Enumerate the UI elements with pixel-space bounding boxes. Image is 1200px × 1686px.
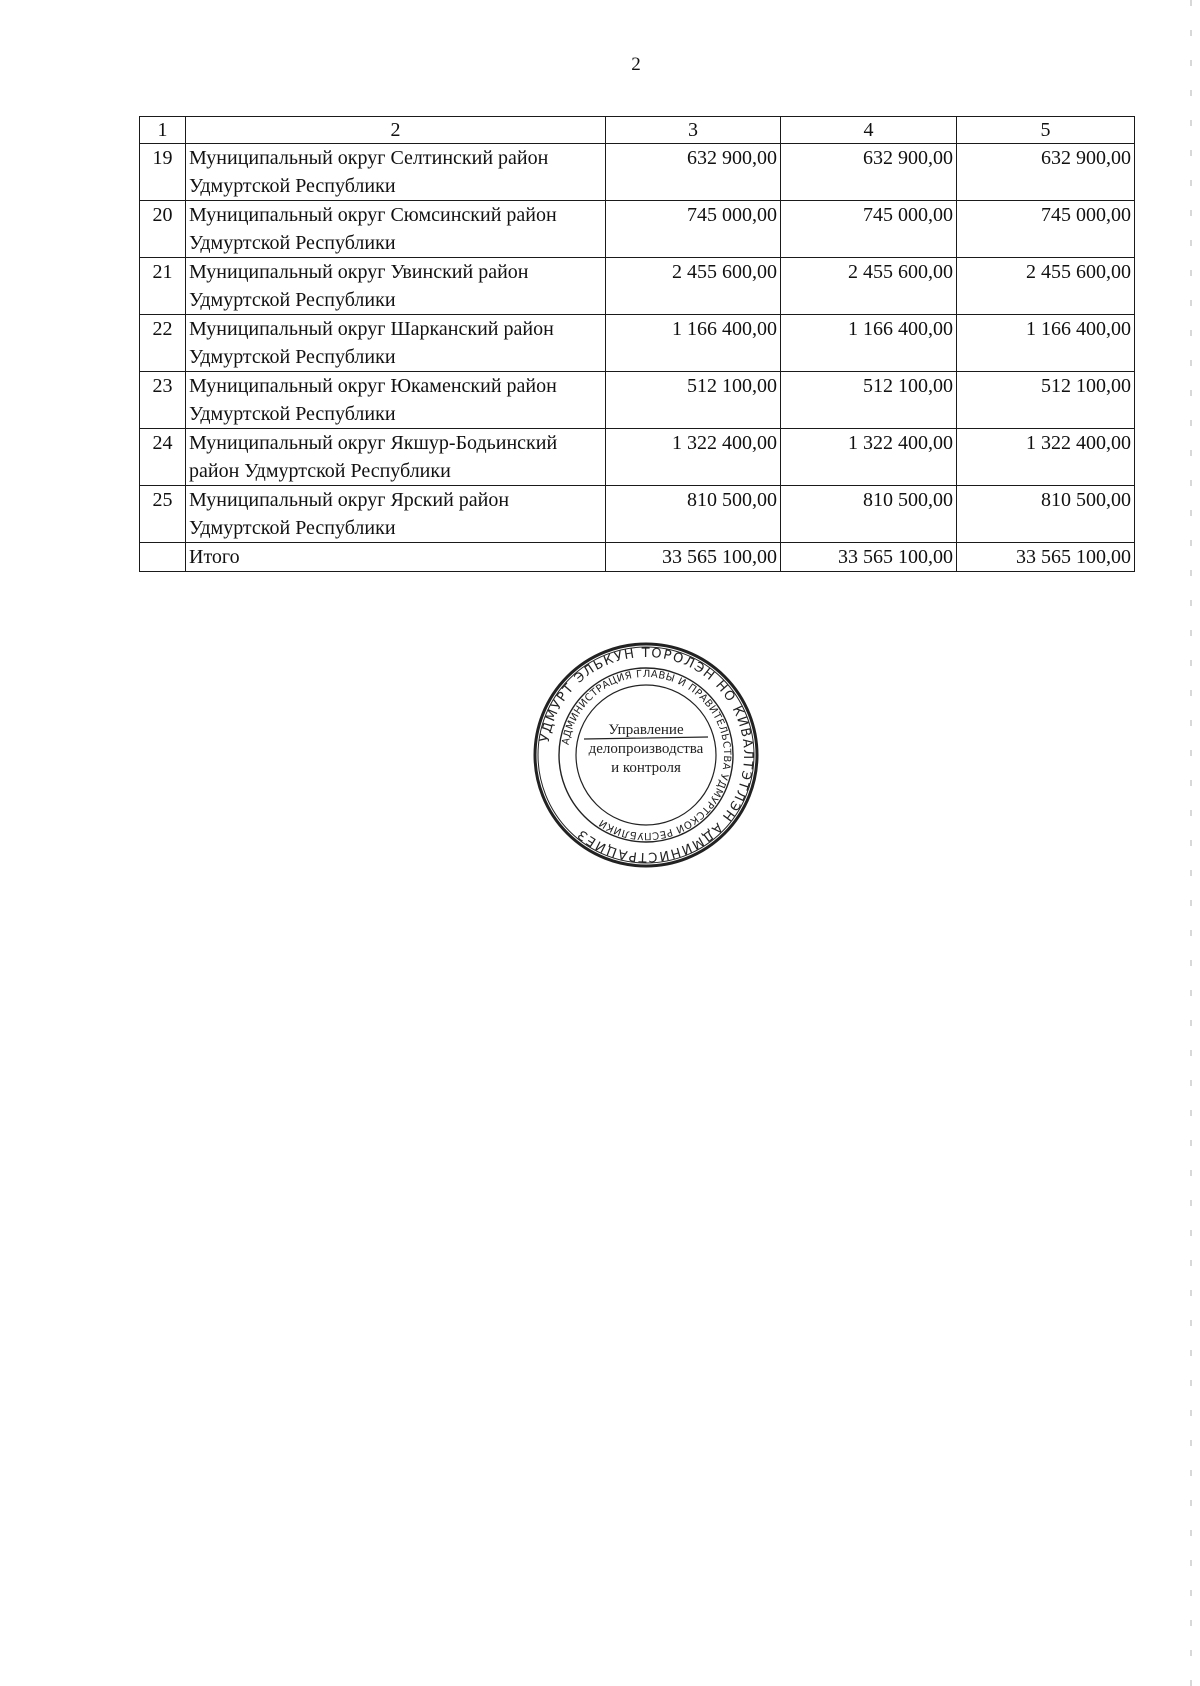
table-row bbox=[140, 486, 1135, 543]
value-col-4: 745 000,00 bbox=[781, 201, 957, 258]
row-number: 19 bbox=[140, 144, 186, 201]
value-col-3: 810 500,00 bbox=[606, 486, 781, 543]
column-header-1: 1 bbox=[140, 117, 186, 144]
table-row bbox=[140, 144, 1135, 201]
seal-center-line: Управление bbox=[608, 722, 684, 738]
column-header-5: 5 bbox=[957, 117, 1135, 144]
table-row bbox=[140, 372, 1135, 429]
value-col-5: 512 100,00 bbox=[957, 372, 1135, 429]
seal-center-text bbox=[572, 721, 720, 778]
table-row bbox=[140, 429, 1135, 486]
value-col-5: 810 500,00 bbox=[957, 486, 1135, 543]
total-col-5: 33 565 100,00 bbox=[957, 543, 1135, 572]
value-col-3: 745 000,00 bbox=[606, 201, 781, 258]
row-number: 23 bbox=[140, 372, 186, 429]
table-row bbox=[140, 201, 1135, 258]
row-number: 25 bbox=[140, 486, 186, 543]
scan-edge-artifact bbox=[1190, 0, 1192, 1686]
row-number: 22 bbox=[140, 315, 186, 372]
table-row bbox=[140, 315, 1135, 372]
total-row bbox=[140, 543, 1135, 572]
column-header-2: 2 bbox=[186, 117, 606, 144]
value-col-5: 745 000,00 bbox=[957, 201, 1135, 258]
district-name: Муниципальный округ Увинский район Удмуртской Республики bbox=[186, 258, 606, 315]
value-col-4: 1 166 400,00 bbox=[781, 315, 957, 372]
value-col-3: 2 455 600,00 bbox=[606, 258, 781, 315]
value-col-4: 512 100,00 bbox=[781, 372, 957, 429]
row-number: 20 bbox=[140, 201, 186, 258]
official-seal-stamp bbox=[532, 641, 760, 869]
seal-center-line: и контроля bbox=[611, 760, 681, 776]
value-col-4: 632 900,00 bbox=[781, 144, 957, 201]
value-col-5: 1 166 400,00 bbox=[957, 315, 1135, 372]
value-col-3: 1 166 400,00 bbox=[606, 315, 781, 372]
district-name: Муниципальный округ Ярский район Удмуртской Республики bbox=[186, 486, 606, 543]
value-col-5: 2 455 600,00 bbox=[957, 258, 1135, 315]
total-col-3: 33 565 100,00 bbox=[606, 543, 781, 572]
district-name: Муниципальный округ Юкаменский район Удмуртской Республики bbox=[186, 372, 606, 429]
seal-inner-ring-text: АДМИНИСТРАЦИЯ ГЛАВЫ И ПРАВИТЕЛЬСТВА УДМУРТСКОЙ РЕСПУБЛИКИ bbox=[560, 668, 733, 842]
total-col-4: 33 565 100,00 bbox=[781, 543, 957, 572]
value-col-5: 632 900,00 bbox=[957, 144, 1135, 201]
value-col-4: 810 500,00 bbox=[781, 486, 957, 543]
value-col-3: 632 900,00 bbox=[606, 144, 781, 201]
row-number: 21 bbox=[140, 258, 186, 315]
district-name: Муниципальный округ Шарканский район Удмуртской Республики bbox=[186, 315, 606, 372]
total-empty-cell bbox=[140, 543, 186, 572]
district-name: Муниципальный округ Якшур-Бодьинский район Удмуртской Республики bbox=[186, 429, 606, 486]
district-name: Муниципальный округ Сюмсинский район Удмуртской Республики bbox=[186, 201, 606, 258]
district-name: Муниципальный округ Селтинский район Удмуртской Республики bbox=[186, 144, 606, 201]
table-row bbox=[140, 258, 1135, 315]
table-header-row bbox=[140, 117, 1135, 144]
page-number: 2 bbox=[631, 54, 641, 75]
value-col-5: 1 322 400,00 bbox=[957, 429, 1135, 486]
row-number: 24 bbox=[140, 429, 186, 486]
budget-table bbox=[139, 116, 1135, 572]
value-col-4: 1 322 400,00 bbox=[781, 429, 957, 486]
column-header-3: 3 bbox=[606, 117, 781, 144]
value-col-3: 1 322 400,00 bbox=[606, 429, 781, 486]
value-col-3: 512 100,00 bbox=[606, 372, 781, 429]
value-col-4: 2 455 600,00 bbox=[781, 258, 957, 315]
seal-outer-ring-text: УДМУРТ ЭЛЬКУН ТОРОЛЭН НО КИВАЛТЭТЛЭН АДМИНИСТРАЦИЕЗ bbox=[537, 645, 756, 865]
seal-center-line: делопроизводства bbox=[588, 741, 704, 757]
column-header-4: 4 bbox=[781, 117, 957, 144]
total-label: Итого bbox=[186, 543, 606, 572]
